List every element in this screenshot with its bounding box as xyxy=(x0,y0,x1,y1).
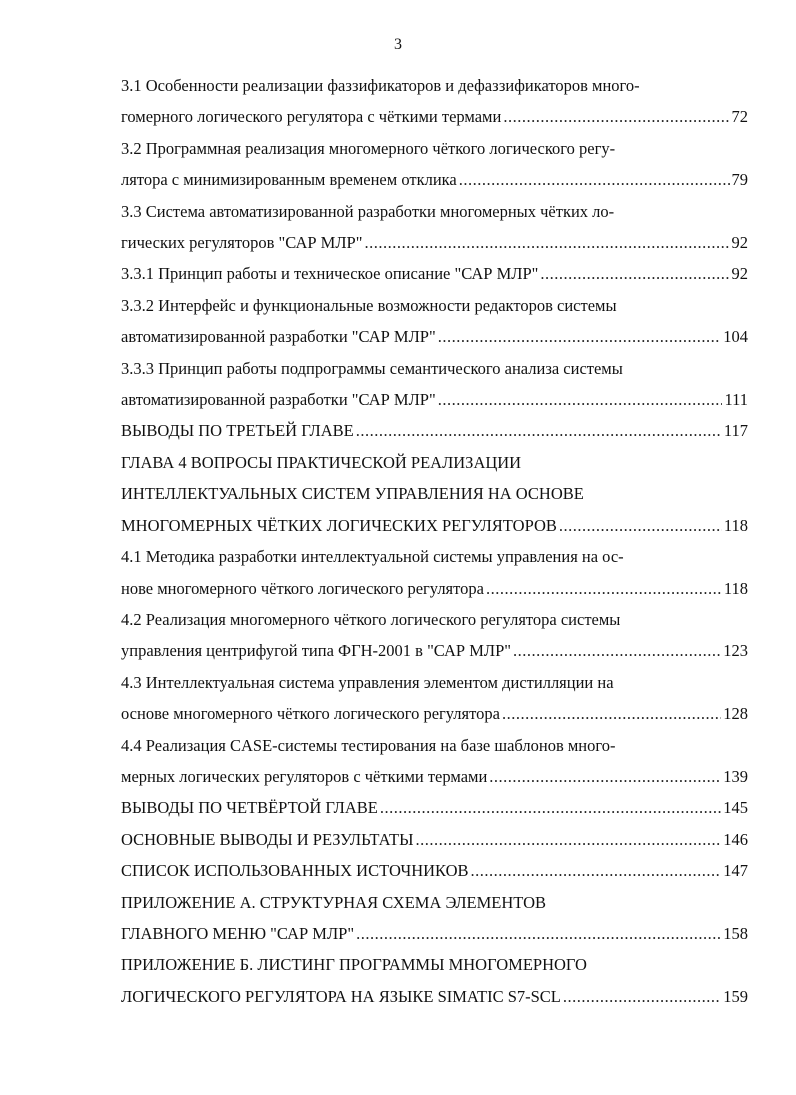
page-number: 3 xyxy=(394,36,402,53)
toc-entry-line: 3.3.2 Интерфейс и функциональные возможности редакторов системы xyxy=(121,295,617,315)
dot-leader xyxy=(471,855,722,886)
toc-entry-last-line xyxy=(121,635,748,666)
toc-entry-title: СПИСОК ИСПОЛЬЗОВАННЫХ ИСТОЧНИКОВ xyxy=(121,861,469,881)
toc-entry-line: 3.3 Система автоматизированной разработки многомерных чётких ло- xyxy=(121,201,615,221)
toc-page-number: 159 xyxy=(723,986,748,1006)
dot-leader xyxy=(540,258,729,289)
toc-entry[interactable] xyxy=(121,792,748,823)
toc-entry-title: ГЛАВНОГО МЕНЮ "САР МЛР" xyxy=(121,923,355,943)
toc-entry-title: нове многомерного чёткого логического регулятора xyxy=(121,578,484,598)
toc-page-number: 111 xyxy=(724,390,748,410)
dot-leader xyxy=(364,227,729,258)
toc-entry-line: 4.1 Методика разработки интеллектуальной системы управления на ос- xyxy=(121,547,624,567)
toc-entry-last-line xyxy=(121,698,748,729)
dot-leader xyxy=(438,384,723,415)
toc-entry-title: 3.3.1 Принцип работы и техническое описание "САР МЛР" xyxy=(121,264,539,284)
toc-entry-title: автоматизированной разработки "САР МЛР" xyxy=(121,327,436,347)
dot-leader xyxy=(416,824,722,855)
toc-entry-title: ЛОГИЧЕСКОГО РЕГУЛЯТОРА НА ЯЗЫКЕ SIMATIC S7-SCL xyxy=(121,986,561,1006)
toc-page-number: 158 xyxy=(723,923,748,943)
toc-entry[interactable] xyxy=(121,824,748,855)
toc-page-number: 123 xyxy=(723,641,748,661)
dot-leader xyxy=(486,573,722,604)
toc-entry[interactable] xyxy=(121,667,748,730)
toc-entry-last-line xyxy=(121,792,748,823)
toc-page-number: 92 xyxy=(731,264,748,284)
toc-entry[interactable] xyxy=(121,353,748,416)
toc-entry-last-line xyxy=(121,573,748,604)
toc-entry-title: управления центрифугой типа ФГН-2001 в "САР МЛР" xyxy=(121,641,511,661)
toc-entry-last-line xyxy=(121,824,748,855)
dot-leader xyxy=(559,510,722,541)
toc-entry-last-line xyxy=(121,321,748,352)
toc-entry-line: 4.4 Реализация CASE-системы тестирования на базе шаблонов много- xyxy=(121,735,616,755)
toc-entry[interactable] xyxy=(121,290,748,353)
toc-entry[interactable] xyxy=(121,70,748,133)
toc-entry[interactable] xyxy=(121,258,748,289)
toc-page-number: 147 xyxy=(723,861,748,881)
toc-page-number: 146 xyxy=(723,829,748,849)
toc-entry-last-line xyxy=(121,855,748,886)
toc-entry-last-line xyxy=(121,918,748,949)
toc-page-number: 139 xyxy=(723,766,748,786)
toc-entry-line: 4.2 Реализация многомерного чёткого логического регулятора системы xyxy=(121,609,621,629)
toc-entry[interactable] xyxy=(121,887,748,950)
toc-entry-last-line xyxy=(121,761,748,792)
toc-entry-line: ПРИЛОЖЕНИЕ А. СТРУКТУРНАЯ СХЕМА ЭЛЕМЕНТОВ xyxy=(121,892,547,912)
dot-leader xyxy=(503,101,729,132)
toc-page-number: 72 xyxy=(731,107,748,127)
toc-entry[interactable] xyxy=(121,855,748,886)
toc-entry[interactable] xyxy=(121,447,748,541)
toc-entry-line: ГЛАВА 4 ВОПРОСЫ ПРАКТИЧЕСКОЙ РЕАЛИЗАЦИИ xyxy=(121,452,522,472)
toc-page-number: 128 xyxy=(723,704,748,724)
dot-leader xyxy=(489,761,721,792)
toc-entry[interactable] xyxy=(121,541,748,604)
toc-entry-line: 3.1 Особенности реализации фаззификаторов и дефаззификаторов много- xyxy=(121,76,640,95)
toc-entry-last-line xyxy=(121,164,748,195)
dot-leader xyxy=(563,981,721,1012)
dot-leader xyxy=(356,415,722,446)
toc-page-number: 117 xyxy=(723,421,748,441)
toc-entry-line: 3.3.3 Принцип работы подпрограммы семантического анализа системы xyxy=(121,358,623,378)
toc-entry-last-line xyxy=(121,101,748,132)
toc-entry-title: мерных логических регуляторов с чёткими термами xyxy=(121,766,488,786)
dot-leader xyxy=(502,698,721,729)
toc-entry-title: гических регуляторов "САР МЛР" xyxy=(121,233,363,253)
toc-entry[interactable] xyxy=(121,730,748,793)
dot-leader xyxy=(380,792,721,823)
toc-entry[interactable] xyxy=(121,133,748,196)
table-of-contents xyxy=(121,70,748,1012)
toc-page-number: 79 xyxy=(731,170,748,190)
toc-page-number: 145 xyxy=(723,798,748,818)
toc-entry[interactable] xyxy=(121,604,748,667)
toc-entry-title: ВЫВОДЫ ПО ЧЕТВЁРТОЙ ГЛАВЕ xyxy=(121,798,378,818)
toc-page-number: 92 xyxy=(731,233,748,253)
toc-entry[interactable] xyxy=(121,415,748,446)
toc-entry-last-line xyxy=(121,981,748,1012)
toc-entry-title: гомерного логического регулятора с чёткими термами xyxy=(121,107,502,127)
toc-entry-title: основе многомерного чёткого логического регулятора xyxy=(121,704,500,724)
toc-entry-last-line xyxy=(121,415,748,446)
toc-entry-title: ОСНОВНЫЕ ВЫВОДЫ И РЕЗУЛЬТАТЫ xyxy=(121,829,414,849)
toc-entry-title: ВЫВОДЫ ПО ТРЕТЬЕЙ ГЛАВЕ xyxy=(121,421,354,441)
toc-entry-line: 3.2 Программная реализация многомерного чёткого логического регу- xyxy=(121,138,616,158)
toc-page-number: 118 xyxy=(723,515,748,535)
toc-entry-last-line xyxy=(121,384,748,415)
toc-entry-line: ИНТЕЛЛЕКТУАЛЬНЫХ СИСТЕМ УПРАВЛЕНИЯ НА ОСНОВЕ xyxy=(121,484,584,504)
dot-leader xyxy=(513,635,721,666)
toc-entry-last-line xyxy=(121,227,748,258)
toc-entry-title: лятора с минимизированным временем отклика xyxy=(121,170,457,190)
toc-entry-last-line xyxy=(121,510,748,541)
dot-leader xyxy=(459,164,730,195)
dot-leader xyxy=(356,918,721,949)
toc-page-number: 104 xyxy=(723,327,748,347)
toc-entry[interactable] xyxy=(121,949,748,1012)
toc-entry-line: 4.3 Интеллектуальная система управления элементом дистилляции на xyxy=(121,672,614,692)
dot-leader xyxy=(438,321,722,352)
toc-page-number: 118 xyxy=(723,578,748,598)
toc-entry-title: МНОГОМЕРНЫХ ЧЁТКИХ ЛОГИЧЕСКИХ РЕГУЛЯТОРОВ xyxy=(121,515,557,535)
toc-entry-line: ПРИЛОЖЕНИЕ Б. ЛИСТИНГ ПРОГРАММЫ МНОГОМЕРНОГО xyxy=(121,955,587,975)
toc-entry-title: автоматизированной разработки "САР МЛР" xyxy=(121,390,436,410)
toc-entry[interactable] xyxy=(121,196,748,259)
toc-entry-last-line xyxy=(121,258,748,289)
